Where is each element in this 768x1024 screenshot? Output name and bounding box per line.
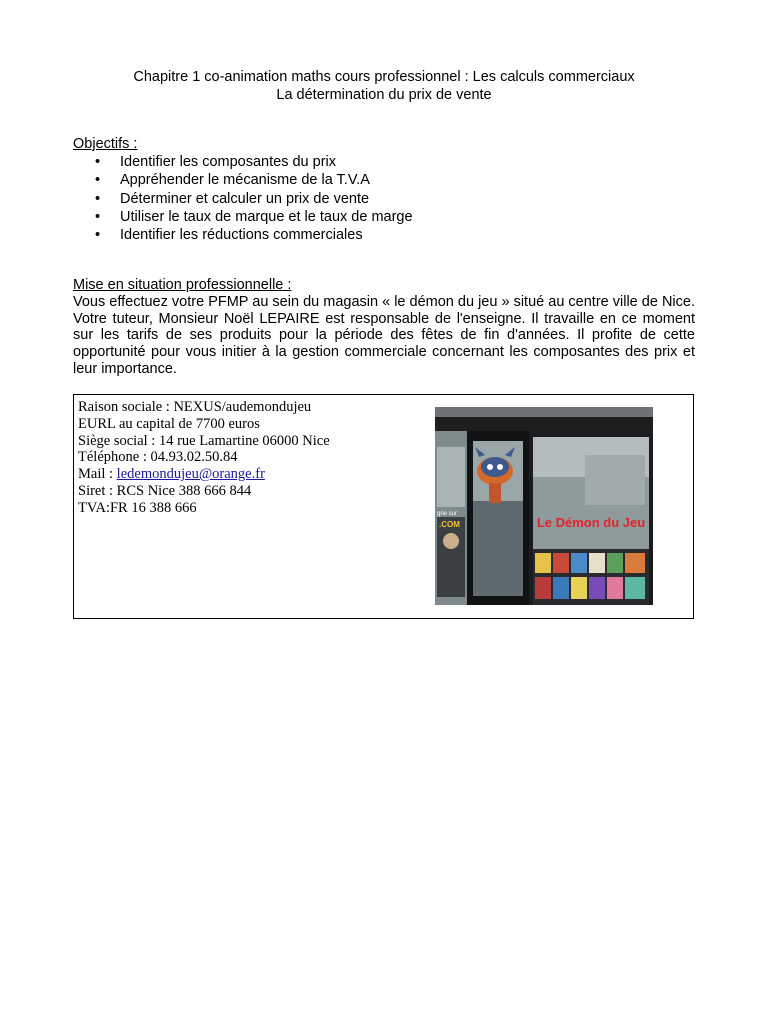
bullet: •	[95, 154, 101, 170]
objectives-list	[73, 153, 413, 244]
bullet: •	[95, 172, 101, 189]
window-text-2: .COM	[439, 520, 460, 529]
company-capital: EURL au capital de 7700 euros	[78, 415, 260, 432]
list-item: • Déterminer et calculer un prix de vente	[95, 190, 370, 207]
bullet: •	[95, 208, 101, 225]
window-text: gne sur	[437, 511, 458, 517]
mail-link[interactable]: ledemondujeu@orange.fr	[116, 466, 265, 483]
document-subtitle: La détermination du prix de vente	[276, 87, 492, 103]
shop-sign-text: Le Démon du Jeu	[536, 515, 646, 530]
bullet: •	[95, 227, 101, 244]
company-address: Siège social : 14 rue Lamartine 06000 Nice	[78, 432, 330, 449]
company-info-box	[73, 394, 694, 619]
list-item: • Utiliser le taux de marque et le taux de marge	[95, 208, 413, 225]
objectives-heading: Objectifs :	[73, 136, 138, 152]
situation-heading: Mise en situation professionnelle :	[73, 277, 292, 293]
company-tva: TVA:FR 16 388 666	[78, 499, 197, 516]
bullet: •	[95, 190, 101, 207]
list-item: • Appréhender le mécanisme de la T.V.A	[95, 172, 370, 189]
company-phone: Téléphone : 04.93.02.50.84	[78, 449, 238, 466]
company-siret: Siret : RCS Nice 388 666 844	[78, 482, 252, 499]
company-details	[78, 399, 330, 517]
list-item: • Identifier les réductions commerciales	[95, 227, 363, 244]
situation-paragraph: Vous effectuez votre PFMP au sein du magasin « le démon du jeu » situé au centre ville de Nice. Votre tuteur, Monsieur Noël LEPAIRE est responsable de l'enseigne. Il travaille en ce moment sur les tarifs de ses produits pour la période des fêtes de fin d'années. Il profite de cette opportunité pour vous initier à la gestion commerciale concernant les composantes des prix et leur importance.	[73, 294, 695, 377]
company-name: Raison sociale : NEXUS/audemondujeu	[78, 399, 312, 415]
shop-photo	[435, 407, 653, 605]
company-mail: Mail : ledemondujeu@orange.fr	[78, 466, 265, 483]
list-item: • Identifier les composantes du prix	[95, 154, 336, 170]
document-title: Chapitre 1 co-animation maths cours professionnel : Les calculs commerciaux	[133, 69, 635, 85]
